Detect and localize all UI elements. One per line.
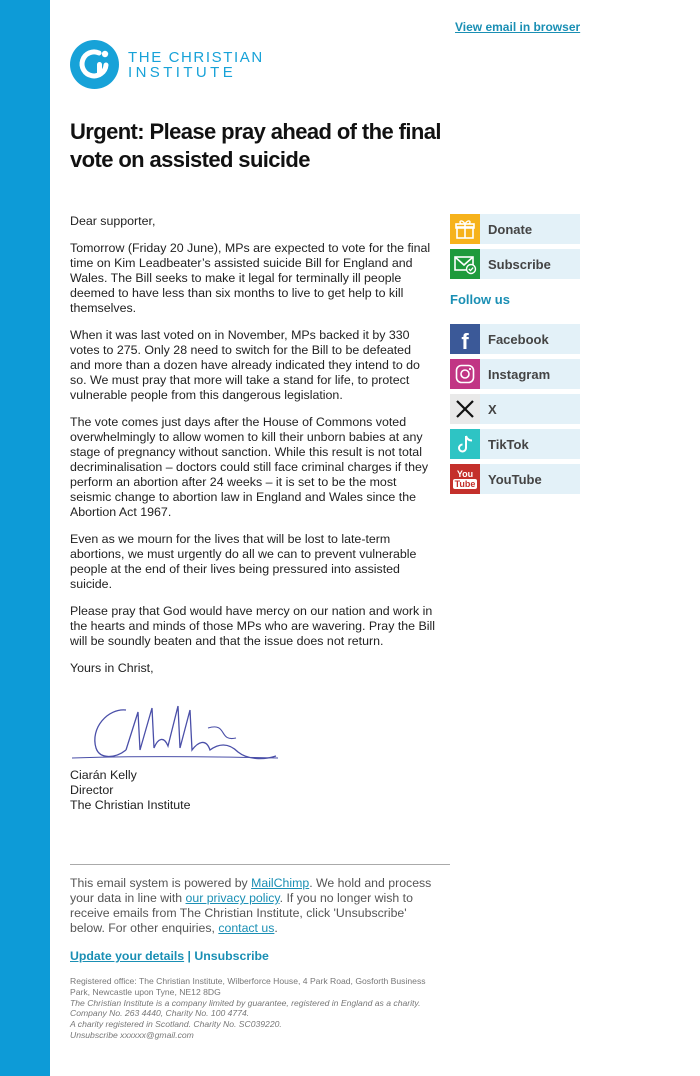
letter-body xyxy=(70,214,435,688)
x-link[interactable] xyxy=(450,394,580,424)
handwritten-signature xyxy=(68,698,283,770)
update-details-link[interactable]: Update your details xyxy=(70,949,185,963)
paragraph-3: The vote comes just days after the House of Commons voted overwhelmingly to allow women to kill their unborn babies at any stage of pregnancy without sanction. While this result is not total decriminalisation – doctors could still face criminal charges if they perform an abortion after 24 weeks – it is set to be the most seismic change to abortion law in England and Wales since the Abortion Act 1967. xyxy=(70,415,429,519)
envelope-check-icon xyxy=(450,249,480,279)
tiktok-icon xyxy=(450,429,480,459)
tiktok-label: TikTok xyxy=(488,436,529,452)
right-sidebar xyxy=(450,214,580,499)
company-info: The Christian Institute is a company limited by guarantee, registered in England as a charity. xyxy=(70,997,421,1008)
footer-end-text: . xyxy=(274,921,278,935)
email-title: Urgent: Please pray ahead of the final vote on assisted suicide xyxy=(70,119,441,172)
instagram-label: Instagram xyxy=(488,366,551,382)
tiktok-link[interactable] xyxy=(450,429,580,459)
paragraph-1: Tomorrow (Friday 20 June), MPs are expected to vote for the final time on Kim Leadbeater’s assisted suicide Bill for England and Wales. The Bill seeks to make it legal for terminally ill people deemed to have less than six months to live to get help to kill themselves. xyxy=(70,241,431,315)
subscribe-button[interactable] xyxy=(450,249,580,279)
footer-divider xyxy=(70,864,450,865)
gift-icon xyxy=(450,214,480,244)
privacy-policy-link[interactable]: our privacy policy xyxy=(185,891,280,905)
facebook-label: Facebook xyxy=(488,331,549,347)
paragraph-5: Please pray that God would have mercy on our nation and work in the hearts and minds of those MPs who are wavering. Pray the Bill will be soundly beaten and that the issue does not return. xyxy=(70,604,436,648)
paragraph-2: When it was last voted on in November, MPs backed it by 330 votes to 275. Only 28 need to switch for the Bill to be defeated and more than a dozen have already indicated they intend to do so. We must pray that more will take a stand for life, to protect vulnerable people from this dangerous legislation. xyxy=(70,328,420,402)
closing: Yours in Christ, xyxy=(70,661,154,675)
footer-unsubscribe-text: . If you no longer wish to receive emails from The Christian Institute, click 'Unsubscribe' below. For other enquiries, xyxy=(70,891,413,935)
youtube-link[interactable] xyxy=(450,464,580,494)
view-email-in-browser-link[interactable]: View email in browser xyxy=(455,20,581,34)
instagram-icon xyxy=(450,359,480,389)
footer-notice xyxy=(70,876,440,936)
footer-powered-text: This email system is powered by xyxy=(70,876,252,890)
logo-wordmark xyxy=(128,50,264,80)
youtube-label: YouTube xyxy=(488,471,542,487)
x-icon xyxy=(450,394,480,424)
paragraph-4: Even as we mourn for the lives that will be lost to late-term abortions, we must urgently do all we can to prevent vulnerable people at the end of their lives being pressured into assisted suicide. xyxy=(70,532,417,591)
registered-office: Registered office: The Christian Institute, Wilberforce House, 4 Park Road, Gosforth Business Park, Newcastle upon Tyne, NE12 8DG xyxy=(70,976,426,997)
footer-data-text: . We hold and process your data in line with xyxy=(70,876,432,905)
facebook-icon: f xyxy=(450,324,480,354)
mailchimp-link[interactable]: MailChimp xyxy=(251,876,310,890)
registered-info xyxy=(70,976,440,1041)
left-accent-stripe xyxy=(0,0,50,1076)
donate-button[interactable] xyxy=(450,214,580,244)
follow-us-heading: Follow us xyxy=(450,292,510,307)
christian-institute-logo-icon xyxy=(70,40,119,89)
logo-line-1: THE CHRISTIAN xyxy=(128,48,264,66)
footer-links xyxy=(70,949,269,963)
x-label: X xyxy=(488,401,497,417)
logo-line-2: INSTITUTE xyxy=(128,63,237,81)
donate-label: Donate xyxy=(488,221,533,237)
company-number: Company No. 263 4440, Charity No. 100 4774. xyxy=(70,1008,250,1019)
signer-name: Ciarán Kelly xyxy=(70,768,137,782)
unsubscribe-link[interactable]: Unsubscribe xyxy=(194,949,269,963)
logo[interactable] xyxy=(70,40,264,89)
signer-block xyxy=(70,768,191,813)
facebook-link[interactable] xyxy=(450,324,580,354)
unsubscribe-email: Unsubscribe xxxxxx@gmail.com xyxy=(70,1029,194,1040)
contact-us-link[interactable]: contact us xyxy=(218,921,275,935)
instagram-link[interactable] xyxy=(450,359,580,389)
signer-role: Director xyxy=(70,783,114,797)
subscribe-label: Subscribe xyxy=(488,256,551,272)
footer-separator: | xyxy=(184,949,195,963)
signer-organisation: The Christian Institute xyxy=(70,798,191,812)
scotland-charity: A charity registered in Scotland. Charity No. SC039220. xyxy=(70,1019,282,1030)
youtube-icon: You Tube xyxy=(450,464,480,494)
greeting: Dear supporter, xyxy=(70,214,156,228)
